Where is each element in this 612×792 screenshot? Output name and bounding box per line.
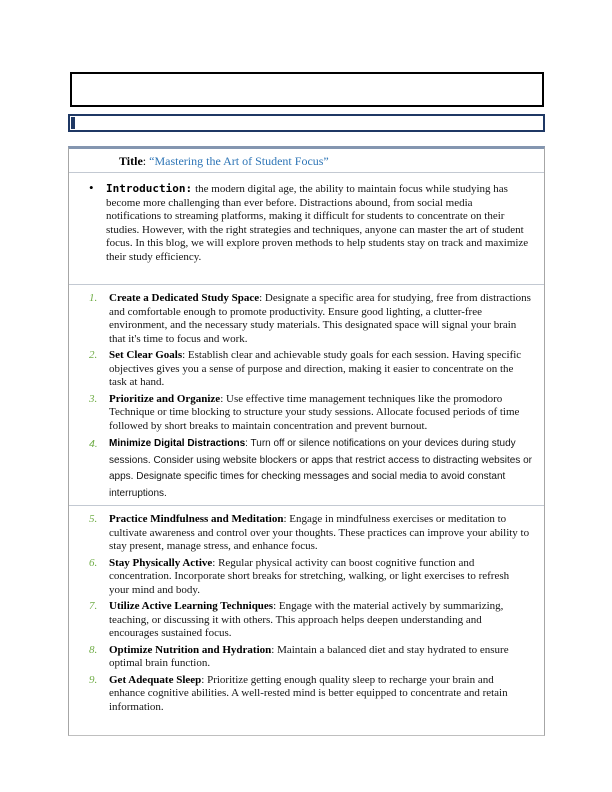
empty-text-box[interactable] xyxy=(70,72,544,107)
introduction-text: the modern digital age, the ability to maintain focus while studying has become more challenging than ever before. Distractions abound, from social media notifications to streaming platforms, making it difficult for students to concentrate on their studies. However, with the right strategies and techniques, anyone can master the art of student focus. In this blog, we will explore proven methods to help students stay on track and maximize their study efficiency. xyxy=(106,183,529,263)
list-item-text: : Use effective time management techniques like the promodoro Technique or time blocking to structure your study sessions. Allocate focused periods of time followed by short breaks to maintain concentration and prevent burnout. xyxy=(109,392,520,432)
list-item-text: : Engage with the material actively by summarizing, teaching, or discussing it with others. This approach helps deepen understanding and encourages sustained focus. xyxy=(109,600,504,639)
list-item-number: 5. xyxy=(89,513,98,525)
list-item-text: : Prioritize getting enough quality sleep to recharge your brain and enhance cognitive abilities. A well-rested mind is better equipped to concentrate and retain information. xyxy=(109,673,508,713)
list-item xyxy=(69,292,532,346)
list-item-number: 9. xyxy=(89,673,98,686)
list-item-text: : Designate a specific area for studying, free from distractions and comfortable enough to promote productivity. Ensure good lighting, a clutter-free environment, and the necessary study materials. This designated space will signal your brain that it's time to focus and work. xyxy=(109,292,531,345)
list-item-lead: Get Adequate Sleep xyxy=(109,673,202,686)
numbered-list-group-2 xyxy=(69,505,544,736)
bullet-icon: • xyxy=(89,180,94,195)
list-item-lead: Prioritize and Organize xyxy=(109,392,221,405)
list-item xyxy=(69,644,532,671)
list-item-number: 4. xyxy=(89,438,98,450)
list-item xyxy=(69,393,532,434)
list-item xyxy=(69,557,532,598)
title-separator: : xyxy=(142,154,150,168)
list-item-lead: Practice Mindfulness and Meditation xyxy=(109,513,284,525)
list-item-text: : Engage in mindfulness exercises or meditation to cultivate awareness and control over your thoughts. These practices can improve your ability to stay present, manage stress, and enhance focus. xyxy=(109,513,530,552)
introduction-section xyxy=(69,172,544,284)
list-item-text: : Establish clear and achievable study goals for each session. Having specific objectives gives you a sense of purpose and direction, making it easier to concentrate on the task at hand. xyxy=(109,349,522,388)
list-item-text: : Turn off or silence notifications on your devices during study sessions. Consider using website blockers or apps that restrict access to distracting websites or apps. Designate specific times for checking messages and social media to avoid constant interruptions. xyxy=(109,438,532,499)
list-item-number: 1. xyxy=(89,292,98,304)
content-text-box[interactable] xyxy=(68,146,545,736)
list-item-number: 2. xyxy=(89,349,98,361)
introduction-paragraph xyxy=(69,182,530,264)
list-item-lead: Minimize Digital Distractions xyxy=(109,438,246,449)
list-item-lead: Stay Physically Active xyxy=(109,556,213,569)
list-item xyxy=(69,674,532,715)
list-item-lead: Set Clear Goals xyxy=(109,349,183,361)
header-placeholder-box[interactable] xyxy=(68,114,545,132)
list-item-text: : Regular physical activity can boost cognitive function and concentration. Incorporate short breaks for stretching, walking, or light exercises to refresh your mind and body. xyxy=(109,556,510,596)
list-item xyxy=(69,436,532,502)
list-item-number: 3. xyxy=(89,392,98,405)
list-item xyxy=(69,349,532,390)
list-item xyxy=(69,600,532,641)
list-item xyxy=(69,513,532,554)
introduction-heading: Introduction: xyxy=(106,182,193,195)
list-item-number: 8. xyxy=(89,643,98,656)
list-item-lead: Create a Dedicated Study Space xyxy=(109,292,260,304)
list-item-text: : Maintain a balanced diet and stay hydrated to ensure optimal brain function. xyxy=(109,643,509,669)
title-value: “Mastering the Art of Student Focus” xyxy=(149,154,329,168)
list-item-number: 7. xyxy=(89,600,98,612)
title-row xyxy=(69,149,544,172)
title-label: Title xyxy=(119,154,143,168)
list-item-lead: Utilize Active Learning Techniques xyxy=(109,600,274,612)
list-item-lead: Optimize Nutrition and Hydration xyxy=(109,643,272,656)
list-item-number: 6. xyxy=(89,556,98,569)
header-left-bar xyxy=(71,117,75,129)
numbered-list-group-1 xyxy=(69,284,544,505)
